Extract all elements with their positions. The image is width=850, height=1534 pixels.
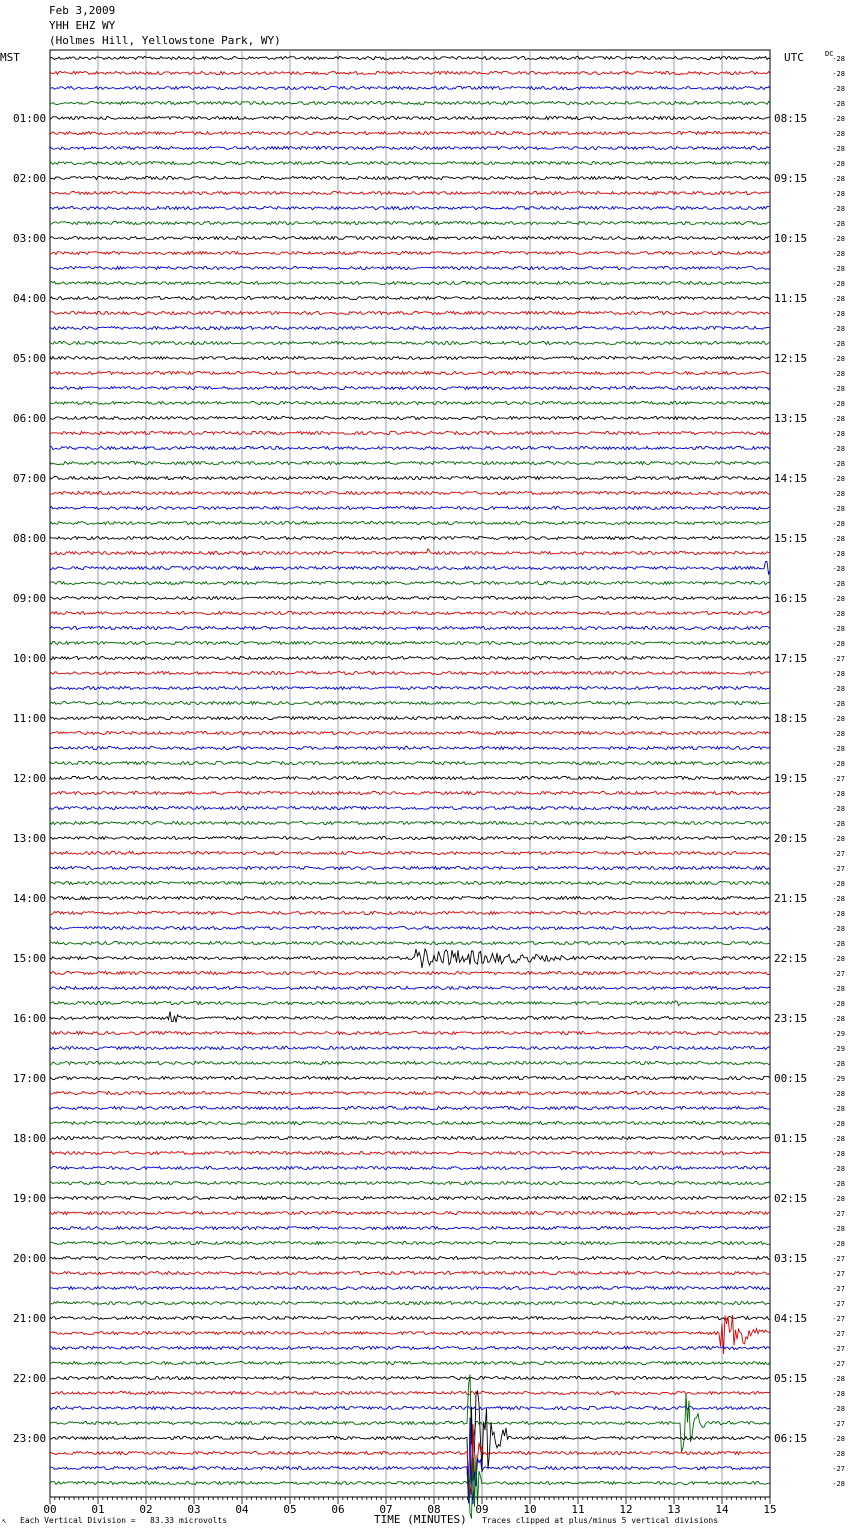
x-tick-label: 12 <box>619 1503 633 1516</box>
seismic-trace <box>50 446 770 449</box>
seismic-trace <box>50 549 770 555</box>
utc-hour-label: 02:15 <box>774 1192 808 1205</box>
seismic-trace <box>50 476 770 479</box>
mst-hour-label: 01:00 <box>13 112 47 125</box>
x-tick-label: 02 <box>139 1503 153 1516</box>
utc-hour-label: 03:15 <box>774 1252 808 1265</box>
dc-offset-label: -28 <box>832 1435 845 1443</box>
x-tick-label: 01 <box>91 1503 105 1516</box>
seismic-trace <box>50 161 770 164</box>
utc-hour-label: 04:15 <box>774 1312 808 1325</box>
utc-hour-label: 11:15 <box>774 292 808 305</box>
dc-offset-label: -27 <box>832 850 845 858</box>
seismic-trace <box>50 1061 770 1064</box>
seismic-trace <box>50 296 770 299</box>
seismic-trace <box>50 1046 770 1049</box>
dc-offset-label: -28 <box>832 700 845 708</box>
utc-hour-label: 09:15 <box>774 172 808 185</box>
seismic-trace <box>50 731 770 734</box>
x-axis-label: TIME (MINUTES) <box>374 1513 467 1526</box>
dc-offset-label: -28 <box>832 385 845 393</box>
seismic-trace <box>50 101 770 104</box>
dc-offset-label: -28 <box>832 1480 845 1488</box>
dc-offset-label: -27 <box>832 1465 845 1473</box>
utc-hour-label: 06:15 <box>774 1432 808 1445</box>
dc-offset-label: -28 <box>832 490 845 498</box>
seismic-trace <box>50 1211 770 1214</box>
mst-zone-label: MST <box>0 51 20 64</box>
seismic-trace <box>50 176 770 179</box>
mst-hour-label: 02:00 <box>13 172 47 185</box>
utc-hour-label: 17:15 <box>774 652 808 665</box>
x-tick-label: 11 <box>571 1503 585 1516</box>
seismic-trace <box>50 326 770 329</box>
seismic-trace <box>50 896 770 899</box>
dc-offset-label: -28 <box>832 475 845 483</box>
mst-hour-label: 05:00 <box>13 352 47 365</box>
dc-offset-label: -28 <box>832 940 845 948</box>
dc-offset-label: -28 <box>832 85 845 93</box>
seismic-trace <box>50 1424 770 1495</box>
x-tick-label: 14 <box>715 1503 729 1516</box>
dc-offset-label: -27 <box>832 1420 845 1428</box>
mst-hour-label: 21:00 <box>13 1312 47 1325</box>
x-tick-label: 15 <box>763 1503 777 1516</box>
dc-offset-label: -28 <box>832 685 845 693</box>
seismic-trace <box>50 281 770 284</box>
seismic-trace <box>50 1001 770 1006</box>
dc-offset-label: -28 <box>832 715 845 723</box>
x-tick-label: 03 <box>187 1503 201 1516</box>
dc-offset-label: -28 <box>832 460 845 468</box>
seismic-trace <box>50 56 770 59</box>
utc-hour-label: 16:15 <box>774 592 808 605</box>
seismic-trace <box>50 746 770 749</box>
dc-offset-label: -28 <box>832 70 845 78</box>
seismic-trace <box>50 1181 770 1184</box>
utc-hour-label: 12:15 <box>774 352 808 365</box>
seismic-trace <box>50 461 770 464</box>
seismic-trace <box>50 356 770 359</box>
dc-offset-label: -28 <box>832 955 845 963</box>
dc-offset-label: -28 <box>832 220 845 228</box>
seismic-trace <box>50 1076 770 1079</box>
mst-hour-label: 06:00 <box>13 412 47 425</box>
utc-hour-label: 14:15 <box>774 472 808 485</box>
seismic-trace <box>50 562 770 574</box>
scale-note-icon: ↖ <box>2 1516 7 1525</box>
seismic-trace <box>50 311 770 314</box>
dc-offset-label: -27 <box>832 655 845 663</box>
dc-offset-label: -28 <box>832 910 845 918</box>
mst-hour-label: 09:00 <box>13 592 47 605</box>
dc-offset-label: -28 <box>832 355 845 363</box>
mst-hour-label: 22:00 <box>13 1372 47 1385</box>
mst-hour-label: 04:00 <box>13 292 47 305</box>
seismic-trace <box>50 701 770 704</box>
seismic-trace <box>50 1136 770 1139</box>
dc-offset-label: -28 <box>832 115 845 123</box>
dc-offset-label: -28 <box>832 520 845 528</box>
dc-offset-label: -27 <box>832 1330 845 1338</box>
x-tick-label: 06 <box>331 1503 345 1516</box>
dc-offset-label: -27 <box>832 1270 845 1278</box>
dc-offset-label: -28 <box>832 145 845 153</box>
dc-offset-label: -28 <box>832 1240 845 1248</box>
seismic-trace <box>50 251 770 254</box>
seismic-trace <box>50 911 770 914</box>
seismic-trace <box>50 1361 770 1364</box>
seismic-trace <box>50 1418 770 1505</box>
seismic-trace <box>50 236 770 239</box>
dc-offset-label: -28 <box>832 175 845 183</box>
dc-offset-label: -28 <box>832 1000 845 1008</box>
dc-offset-label: -28 <box>832 1165 845 1173</box>
dc-offset-label: -28 <box>832 1225 845 1233</box>
seismic-trace <box>50 536 770 539</box>
x-tick-label: 13 <box>667 1503 681 1516</box>
dc-offset-label: -28 <box>832 250 845 258</box>
dc-offset-label: -27 <box>832 775 845 783</box>
mst-hour-label: 20:00 <box>13 1252 47 1265</box>
dc-offset-label: -29 <box>832 1030 845 1038</box>
mst-hour-label: 08:00 <box>13 532 47 545</box>
seismic-trace <box>50 386 770 389</box>
dc-offset-label: -27 <box>832 1210 845 1218</box>
utc-hour-label: 13:15 <box>774 412 808 425</box>
dc-offset-label: -28 <box>832 340 845 348</box>
dc-offset-label: -28 <box>832 55 845 63</box>
dc-offset-label: -28 <box>832 400 845 408</box>
dc-offset-label: -28 <box>832 1105 845 1113</box>
dc-offset-label: -27 <box>832 1255 845 1263</box>
plot-date: Feb 3,2009 <box>49 4 116 17</box>
seismic-trace <box>50 1391 770 1394</box>
seismic-trace <box>50 671 770 674</box>
utc-hour-label: 08:15 <box>774 112 808 125</box>
dc-offset-label: -27 <box>832 1345 845 1353</box>
seismic-trace <box>50 1316 770 1319</box>
dc-offset-label: -28 <box>832 370 845 378</box>
x-tick-label: 09 <box>475 1503 489 1516</box>
utc-hour-label: 10:15 <box>774 232 808 245</box>
dc-offset-label: -28 <box>832 790 845 798</box>
dc-offset-label: -27 <box>832 1360 845 1368</box>
seismic-trace <box>50 1286 770 1289</box>
seismic-trace <box>50 716 770 719</box>
dc-offset-label: -28 <box>832 670 845 678</box>
seismic-trace <box>50 1226 770 1229</box>
seismic-trace <box>50 131 770 134</box>
seismic-trace <box>50 1091 770 1094</box>
dc-offset-label: -28 <box>832 415 845 423</box>
seismic-trace <box>50 221 770 224</box>
mst-hour-label: 15:00 <box>13 952 47 965</box>
dc-offset-label: -28 <box>832 235 845 243</box>
seismic-trace <box>50 1271 770 1274</box>
x-tick-label: 08 <box>427 1503 441 1516</box>
dc-offset-label: -29 <box>832 1045 845 1053</box>
seismic-trace <box>50 146 770 149</box>
seismic-trace <box>50 686 770 689</box>
seismic-trace <box>50 116 770 119</box>
seismic-trace <box>50 761 770 764</box>
seismic-trace <box>50 206 770 209</box>
dc-offset-label: -28 <box>832 430 845 438</box>
seismic-trace <box>50 971 770 974</box>
seismic-trace <box>50 626 770 629</box>
mst-hour-label: 03:00 <box>13 232 47 245</box>
seismic-trace <box>50 581 770 584</box>
seismic-trace <box>50 656 770 659</box>
dc-offset-label: -28 <box>832 1060 845 1068</box>
seismic-trace <box>50 266 770 269</box>
dc-offset-label: -28 <box>832 130 845 138</box>
seismic-trace <box>50 776 770 779</box>
mst-hour-label: 11:00 <box>13 712 47 725</box>
seismic-trace <box>50 1256 770 1259</box>
vertical-division-note: Each Vertical Division = 83.33 microvolts <box>20 1516 228 1525</box>
mst-hour-label: 14:00 <box>13 892 47 905</box>
dc-offset-label: -28 <box>832 895 845 903</box>
seismic-trace <box>50 1106 770 1109</box>
utc-hour-label: 20:15 <box>774 832 808 845</box>
seismic-trace <box>50 191 770 194</box>
seismic-trace <box>50 1455 770 1519</box>
seismic-trace <box>50 1301 770 1304</box>
dc-offset-label: -28 <box>832 1180 845 1188</box>
dc-offset-label: -28 <box>832 835 845 843</box>
seismic-trace <box>50 86 770 89</box>
dc-offset-label: -28 <box>832 745 845 753</box>
dc-label: DC <box>825 50 834 58</box>
station-code: YHH EHZ WY <box>49 19 116 32</box>
seismic-trace <box>50 851 770 854</box>
clipping-note: Traces clipped at plus/minus 5 vertical divisions <box>482 1516 719 1525</box>
dc-offset-label: -28 <box>832 610 845 618</box>
seismic-trace <box>50 1151 770 1154</box>
seismic-trace <box>50 71 770 74</box>
utc-zone-label: UTC <box>784 51 804 64</box>
seismic-trace <box>50 371 770 374</box>
utc-hour-label: 00:15 <box>774 1072 808 1085</box>
seismic-trace <box>50 836 770 839</box>
utc-hour-label: 23:15 <box>774 1012 808 1025</box>
seismic-trace <box>50 1376 770 1379</box>
dc-offset-label: -28 <box>832 1450 845 1458</box>
dc-offset-label: -28 <box>832 190 845 198</box>
seismic-trace <box>50 611 770 614</box>
dc-offset-label: -28 <box>832 1015 845 1023</box>
dc-offset-label: -27 <box>832 1315 845 1323</box>
dc-offset-label: -28 <box>832 805 845 813</box>
dc-offset-label: -28 <box>832 550 845 558</box>
utc-hour-label: 01:15 <box>774 1132 808 1145</box>
dc-offset-label: -28 <box>832 445 845 453</box>
mst-hour-label: 16:00 <box>13 1012 47 1025</box>
seismic-trace <box>50 1346 770 1349</box>
dc-offset-label: -28 <box>832 535 845 543</box>
dc-offset-label: -28 <box>832 160 845 168</box>
dc-offset-label: -28 <box>832 925 845 933</box>
dc-offset-label: -28 <box>832 565 845 573</box>
seismic-trace <box>50 1241 770 1244</box>
mst-hour-label: 19:00 <box>13 1192 47 1205</box>
seismic-trace <box>50 866 770 869</box>
mst-hour-label: 23:00 <box>13 1432 47 1445</box>
seismic-trace <box>50 926 770 929</box>
mst-hour-label: 07:00 <box>13 472 47 485</box>
dc-offset-label: -28 <box>832 1375 845 1383</box>
dc-offset-label: -27 <box>832 1285 845 1293</box>
mst-hour-label: 12:00 <box>13 772 47 785</box>
utc-hour-label: 22:15 <box>774 952 808 965</box>
dc-offset-label: -28 <box>832 1150 845 1158</box>
seismic-trace <box>50 641 770 644</box>
seismic-trace <box>50 1121 770 1124</box>
seismic-trace <box>50 1406 770 1409</box>
mst-hour-label: 13:00 <box>13 832 47 845</box>
seismic-trace <box>50 1374 770 1452</box>
seismic-trace <box>50 521 770 524</box>
dc-offset-label: -28 <box>832 205 845 213</box>
dc-offset-label: -29 <box>832 1075 845 1083</box>
seismic-trace <box>50 341 770 344</box>
seismic-trace <box>50 1166 770 1169</box>
seismic-trace <box>50 596 770 599</box>
utc-hour-label: 19:15 <box>774 772 808 785</box>
dc-offset-label: -28 <box>832 1090 845 1098</box>
dc-offset-label: -28 <box>832 265 845 273</box>
seismic-trace <box>50 1196 770 1199</box>
seismic-trace <box>50 986 770 989</box>
utc-hour-label: 05:15 <box>774 1372 808 1385</box>
dc-offset-label: -28 <box>832 1120 845 1128</box>
mst-hour-label: 17:00 <box>13 1072 47 1085</box>
seismic-trace <box>50 821 770 824</box>
seismic-trace <box>50 416 770 419</box>
seismic-trace <box>50 491 770 494</box>
dc-offset-label: -28 <box>832 1390 845 1398</box>
dc-offset-label: -28 <box>832 295 845 303</box>
dc-offset-label: -28 <box>832 310 845 318</box>
dc-offset-label: -28 <box>832 1195 845 1203</box>
seismic-trace <box>50 1011 770 1022</box>
seismic-trace <box>50 431 770 434</box>
station-location: (Holmes Hill, Yellowstone Park, WY) <box>49 34 281 47</box>
dc-offset-label: -28 <box>832 595 845 603</box>
mst-hour-label: 10:00 <box>13 652 47 665</box>
dc-offset-label: -28 <box>832 730 845 738</box>
seismic-trace <box>50 506 770 509</box>
x-tick-label: 05 <box>283 1503 297 1516</box>
dc-offset-label: -28 <box>832 280 845 288</box>
utc-hour-label: 15:15 <box>774 532 808 545</box>
dc-offset-label: -28 <box>832 1135 845 1143</box>
x-tick-label: 07 <box>379 1503 393 1516</box>
seismic-trace <box>50 941 770 944</box>
dc-offset-label: -28 <box>832 580 845 588</box>
x-tick-label: 00 <box>43 1503 57 1516</box>
mst-hour-label: 18:00 <box>13 1132 47 1145</box>
dc-offset-label: -27 <box>832 865 845 873</box>
seismic-trace <box>50 791 770 794</box>
dc-offset-label: -28 <box>832 325 845 333</box>
dc-offset-label: -27 <box>832 970 845 978</box>
dc-offset-label: -28 <box>832 505 845 513</box>
dc-offset-label: -28 <box>832 880 845 888</box>
x-tick-label: 04 <box>235 1503 249 1516</box>
seismic-trace <box>50 401 770 404</box>
dc-offset-label: -28 <box>832 820 845 828</box>
seismic-trace <box>50 1031 770 1034</box>
dc-offset-label: -28 <box>832 640 845 648</box>
dc-offset-label: -28 <box>832 100 845 108</box>
dc-offset-label: -28 <box>832 1405 845 1413</box>
seismic-trace <box>50 881 770 884</box>
utc-hour-label: 18:15 <box>774 712 808 725</box>
seismic-trace <box>50 949 770 968</box>
seismic-trace <box>50 806 770 809</box>
dc-offset-label: -28 <box>832 760 845 768</box>
dc-offset-label: -27 <box>832 1300 845 1308</box>
x-tick-label: 10 <box>523 1503 537 1516</box>
dc-offset-label: -28 <box>832 625 845 633</box>
utc-hour-label: 21:15 <box>774 892 808 905</box>
dc-offset-label: -28 <box>832 985 845 993</box>
